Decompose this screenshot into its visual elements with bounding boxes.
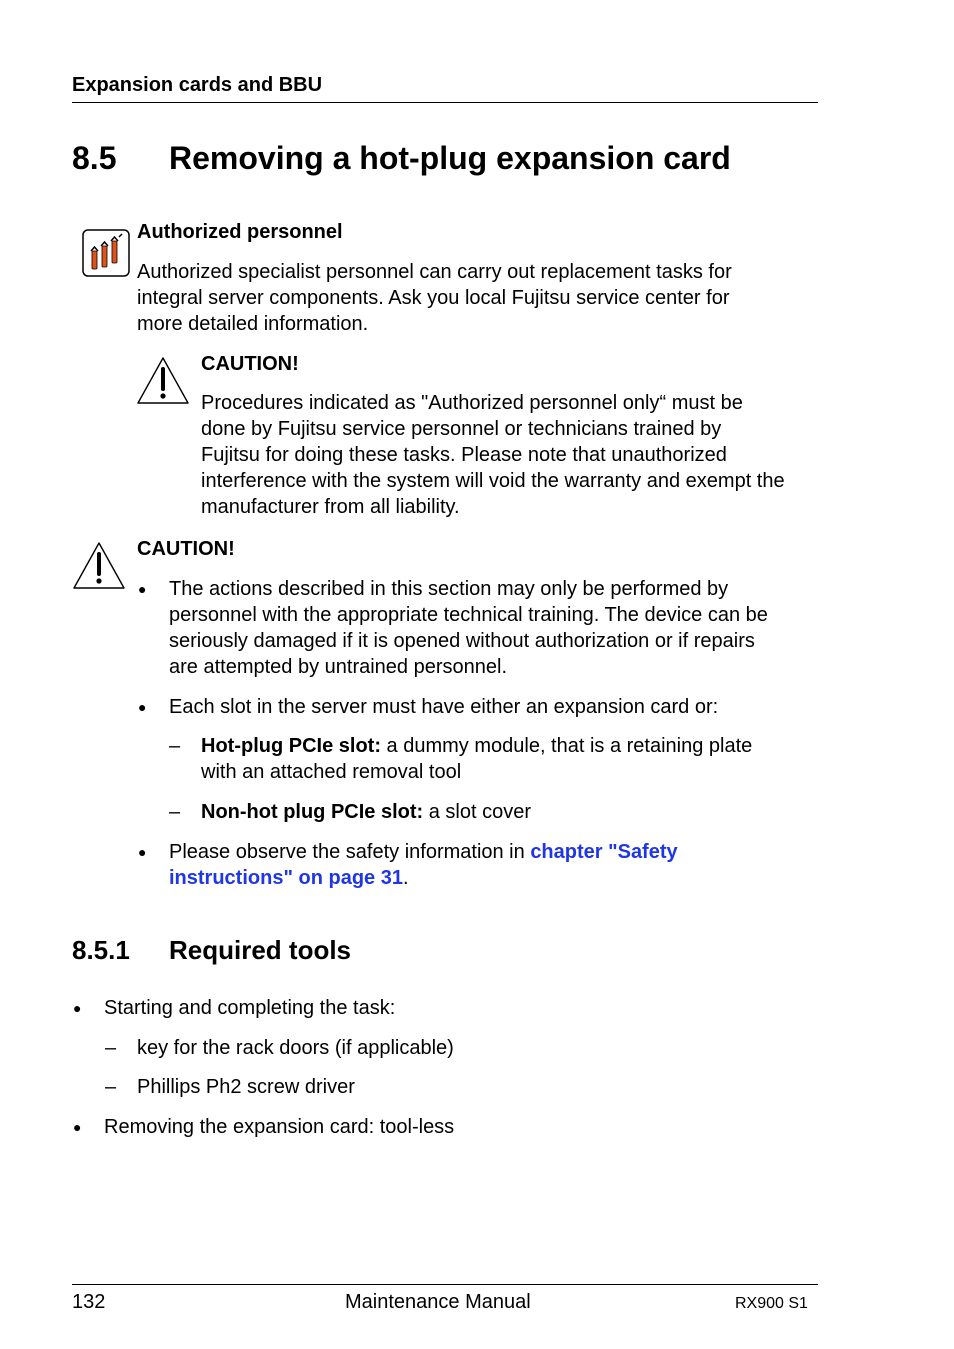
- page-number: 132: [72, 1291, 106, 1313]
- model-name: RX900 S1: [735, 1295, 808, 1312]
- bullet-icon: ●: [138, 699, 147, 715]
- list-item: Each slot in the server must have either an expansion card or:: [169, 696, 719, 718]
- safety-chapter-link[interactable]: instructions" on page 31: [169, 867, 403, 889]
- list-item: Starting and completing the task:: [104, 997, 396, 1019]
- caution-title: CAUTION!: [137, 538, 235, 560]
- list-item: The actions described in this section may only be performed by personnel with the appropriate technical training. The device can be seriously damaged if it is opened without authorization or if repairs are attempted by untrained personnel.: [169, 578, 768, 678]
- warning-triangle-icon: [136, 355, 190, 407]
- sub-item-text: a dummy module, that is a retaining plate: [380, 735, 753, 757]
- specialist-tools-icon: [82, 229, 130, 277]
- authorized-text: Authorized specialist personnel can carry out replacement tasks for integral server components. Ask you local Fujitsu service center for more detailed information.: [137, 261, 732, 335]
- list-item: Removing the expansion card: tool-less: [104, 1116, 455, 1138]
- bullet-icon: ●: [138, 581, 147, 597]
- sub-list-item: Phillips Ph2 screw driver: [137, 1076, 355, 1098]
- page-title: Removing a hot-plug expansion card: [169, 140, 731, 176]
- caution-text: Procedures indicated as "Authorized personnel only“ must be done by Fujitsu service personnel or technicians trained by Fujitsu for doing these tasks. Please note that unauthorized interference with the system will void the warranty and exempt the manufacturer from all liability.: [201, 392, 785, 518]
- sub-list-item: [201, 733, 816, 785]
- bullet-icon: ●: [73, 1119, 82, 1135]
- section-number: 8.5: [72, 140, 117, 176]
- safety-chapter-link[interactable]: chapter "Safety: [530, 841, 678, 863]
- dash-icon: –: [169, 735, 181, 757]
- running-header: Expansion cards and BBU: [72, 74, 323, 96]
- list-item: [169, 839, 817, 891]
- sub-list-item: key for the rack doors (if applicable): [137, 1037, 454, 1059]
- manual-title: Maintenance Manual: [345, 1291, 531, 1313]
- subsection-number: 8.5.1: [72, 935, 130, 965]
- bullet-icon: ●: [138, 844, 147, 860]
- authorized-title: Authorized personnel: [137, 221, 343, 243]
- dash-icon: –: [105, 1076, 117, 1098]
- list-item-text: .: [402, 867, 409, 889]
- bullet-icon: ●: [73, 1000, 82, 1016]
- dash-icon: –: [169, 801, 181, 823]
- subsection-title: Required tools: [169, 935, 352, 965]
- footer-rule: [72, 1284, 818, 1285]
- list-item-text: Please observe the safety information in: [169, 841, 531, 863]
- dash-icon: –: [105, 1037, 117, 1059]
- warning-triangle-icon: [72, 540, 126, 592]
- header-rule: [72, 102, 818, 103]
- sub-item-label: Hot-plug PCIe slot:: [201, 735, 381, 757]
- sub-item-text: with an attached removal tool: [201, 761, 462, 783]
- sub-item-text: a slot cover: [423, 801, 532, 823]
- sub-list-item: [201, 799, 816, 825]
- sub-item-label: Non-hot plug PCIe slot:: [201, 801, 424, 823]
- caution-title: CAUTION!: [201, 353, 299, 375]
